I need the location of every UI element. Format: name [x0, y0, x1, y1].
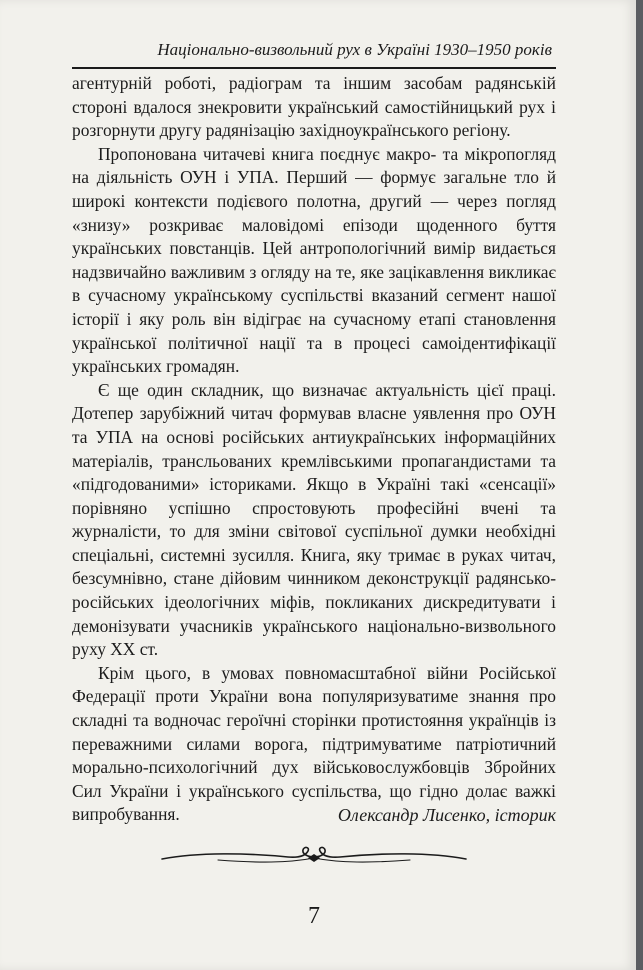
page-number: 7: [308, 903, 320, 929]
paragraph-continued: агентурній роботі, радіограм та іншим засобам радянській стороні вдалося знекровити український самостійницький рух і розгорнути другу радянізацію західноукраїнського регіону.: [72, 73, 556, 141]
running-header: Національно-визвольний рух в Україні 1930–1950 років: [157, 40, 552, 59]
author-signature: Олександр Лисенко, історик: [337, 805, 556, 825]
paragraph: Пропонована читачеві книга поєднує макро- та мікропогляд на діяльність ОУН і УПА. Перший — формує загальне тло й широкі контексти подієвого полотна, другий — через погляд «знизу» розкриває маловідомі епізоди щоденного буття українських повстанців. Цей антропологічний вимір видається надзвичайно важливим з огляду на те, яке зацікавлення викликає в сучасному українському суспільстві вказаний сегмент нашої історії і яку роль він відіграє на сучасному етапі становлення української політичної нації та в процесі самоідентифікації українських громадян.: [72, 143, 556, 377]
paragraph: Є ще один складник, що визначає актуальність цієї праці. Дотепер зарубіжний читач формував власне уявлення про ОУН та УПА на основі російських антиукраїнських інформаційних матеріалів, трансльованих кремлівськими пропагандистами та «підгодованими» істориками. Якщо в Україні такі «сенсації» порівняно успішно спростовують професійні вчені та журналісти, то для зміни світової суспільної думки необхідні спеціальні, системні зусилля. Книга, яку тримає в руках читач, безсумнівно, стане дійовим чинником деконструкції радянсько-російських ідеологічних міфів, покликаних дискредитувати і демонізувати учасників українського національно-визвольного руху XX ст.: [72, 379, 556, 660]
ornament-divider-icon: [158, 843, 470, 871]
paragraph: Крім цього, в умовах повномасштабної війни Російської Федерації проти України вона популяризуватиме знання про складні та водночас героїчні сторінки протистояння українців із переважними силами ворога, підтримуватиме патріотичний морально-психологічний дух військовослужбовців Збройних Сил України і українського суспільства, що гідно долає важкі випробування.: [72, 662, 556, 825]
body-text: [72, 72, 556, 827]
header-rule: [72, 67, 556, 69]
